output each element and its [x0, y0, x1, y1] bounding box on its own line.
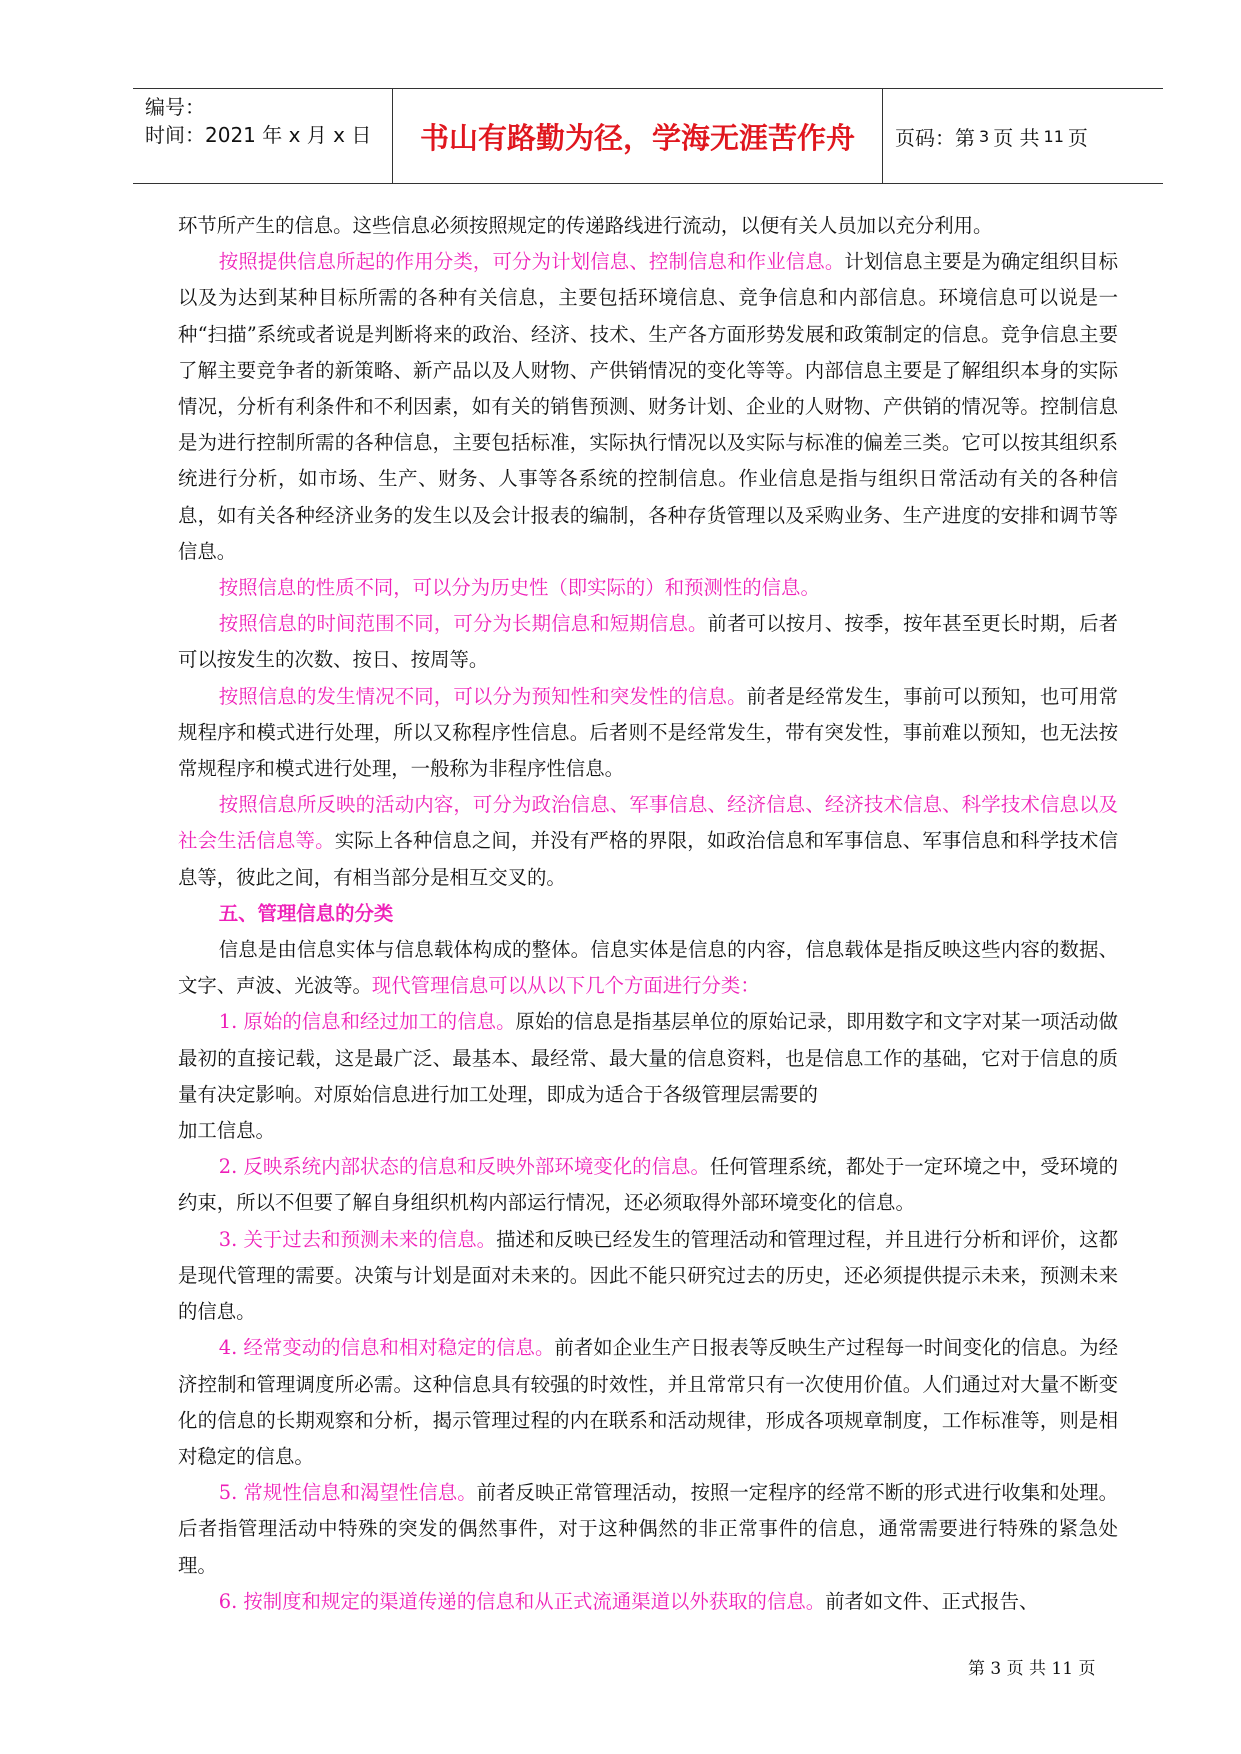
highlight-text: 按照信息的时间范围不同，可分为长期信息和短期信息。 [218, 612, 708, 636]
highlight-text: 按照提供信息所起的作用分类，可分为计划信息、控制信息和作业信息。 [218, 250, 845, 274]
paragraph [178, 932, 1118, 1004]
paragraph [178, 787, 1118, 896]
item-title: 1. 原始的信息和经过加工的信息。 [218, 1010, 516, 1034]
paragraph [178, 606, 1118, 678]
item-text: 前者如文件、正式报告、 [825, 1589, 1039, 1613]
page-prefix: 页码：第 [895, 125, 975, 150]
highlight-text: 按照信息的性质不同，可以分为历史性（即实际的）和预测性的信息。 [218, 576, 820, 600]
list-item [178, 1330, 1118, 1475]
page-current: 3 [979, 126, 990, 146]
doc-number-label: 编号： [145, 95, 205, 119]
paragraph-text: 计划信息主要是为确定组织目标以及为达到某种目标所需的各种有关信息，主要包括环境信息、竞争信息和内部信息。环境信息可以说是一种“扫描”系统或者说是判断将来的政治、经济、技术、生产各方面形势发展和政策制定的信息。竞争信息主要了解主要竞争者的新策略、新产品以及人财物、产供销情况的变化等等。内部信息主要是了解组织本身的实际情况，分析有利条件和不利因素，如有关的销售预测、财务计划、企业的人财物、产供销的情况等。控制信息是为进行控制所需的各种信息，主要包括标准，实际执行情况以及实际与标准的偏差三类。它可以按其组织系统进行分析，如市场、生产、财务、人事等各系统的控制信息。作业信息是指与组织日常活动有关的各种信息，如有关各种经济业务的发生以及会计报表的编制，各种存货管理以及采购业务、生产进度的安排和调节等信息。 [178, 250, 1118, 563]
item-text: 原始的信息是指基层单位的原始记录，即用数字和文字对某一项活动做最初的直接记载，这是最广泛、最基本、最经常、最大量的信息资料，也是信息工作的基础，它对于信息的质量有决定影响。对原始信息进行加工处理，即成为适合于各级管理层需要的 [178, 1010, 1118, 1106]
page-header [133, 88, 1163, 184]
highlight-text: 按照信息所反映的活动内容，可分为政治信息、军事信息、经济信息、经济技术信息、科学技术信息以及社会生活信息等。 [178, 793, 1118, 853]
paragraph-text: 实际上各种信息之间，并没有严格的界限，如政治信息和军事信息、军事信息和科学技术信息等，彼此之间，有相当部分是相互交叉的。 [178, 829, 1119, 889]
item-title: 6. 按制度和规定的渠道传递的信息和从正式流通渠道以外获取的信息。 [218, 1589, 826, 1613]
item-title: 5. 常规性信息和渴望性信息。 [218, 1481, 477, 1505]
header-page-number [883, 89, 1163, 183]
paragraph-text: 前者是经常发生，事前可以预知，也可用常规程序和模式进行处理，所以又称程序性信息。后者则不是经常发生，带有突发性，事前难以预知，也无法按常规程序和模式进行处理，一般称为非程序性信息。 [178, 684, 1119, 781]
page-mid: 页 共 [993, 125, 1040, 150]
list-item [178, 1149, 1118, 1221]
document-body [178, 208, 1118, 1620]
list-item [178, 1475, 1118, 1584]
paragraph [178, 244, 1118, 570]
page-total: 11 [1043, 126, 1064, 146]
paragraph [178, 208, 1118, 244]
highlight-text: 按照信息的发生情况不同，可以分为预知性和突发性的信息。 [218, 684, 747, 708]
page-suffix: 页 [1067, 125, 1088, 150]
paragraph-text: 信息是由信息实体与信息载体构成的整体。信息实体是信息的内容，信息载体是指反映这些内容的数据、文字、声波、光波等。 [178, 938, 1118, 998]
paragraph-text: 环节所产生的信息。这些信息必须按照规定的传递路线进行流动，以便有关人员加以充分利用。 [178, 214, 993, 237]
item-text: 前者反映正常管理活动，按照一定程序的经常不断的形式进行收集和处理。后者指管理活动中特殊的突发的偶然事件，对于这种偶然的非正常事件的信息，通常需要进行特殊的紧急处理。 [178, 1481, 1118, 1577]
highlight-text: 现代管理信息可以从以下几个方面进行分类： [371, 974, 760, 998]
item-text: 描述和反映已经发生的管理活动和管理过程，并且进行分析和评价，这都是现代管理的需要。决策与计划是面对未来的。因此不能只研究过去的历史，还必须提供提示未来，预测未来的信息。 [178, 1227, 1118, 1324]
item-text: 前者如企业生产日报表等反映生产过程每一时间变化的信息。为经济控制和管理调度所必需。这种信息具有较强的时效性，并且常常只有一次使用价值。人们通过对大量不断变化的信息的长期观察和分析，揭示管理过程的内在联系和活动规律，形成各项规章制度，工作标准等，则是相对稳定的信息。 [178, 1336, 1119, 1468]
item-text: 加工信息。 [178, 1119, 275, 1143]
paragraph [178, 570, 1118, 606]
item-title: 2. 反映系统内部状态的信息和反映外部环境变化的信息。 [218, 1155, 710, 1179]
item-title: 4. 经常变动的信息和相对稳定的信息。 [218, 1336, 555, 1360]
page-footer: 第 3 页 共 11 页 [968, 1659, 1096, 1679]
paragraph [178, 1113, 1118, 1149]
item-text: 任何管理系统，都处于一定环境之中，受环境的约束，所以不但要了解自身组织机构内部运行情况，还必须取得外部环境变化的信息。 [178, 1155, 1119, 1215]
header-meta [133, 89, 393, 183]
header-motto: 书山有路勤为径，学海无涯苦作舟 [393, 89, 883, 183]
paragraph [178, 679, 1118, 788]
item-title: 3. 关于过去和预测未来的信息。 [218, 1227, 497, 1251]
section-heading: 五、管理信息的分类 [218, 901, 394, 925]
list-item [178, 1222, 1118, 1331]
list-item [178, 1584, 1118, 1620]
list-item [178, 1004, 1118, 1113]
doc-time: 时间：2021 年 x 月 x 日 [145, 123, 372, 147]
paragraph-text: 前者可以按月、按季，按年甚至更长时期，后者可以按发生的次数、按日、按周等。 [178, 612, 1119, 672]
